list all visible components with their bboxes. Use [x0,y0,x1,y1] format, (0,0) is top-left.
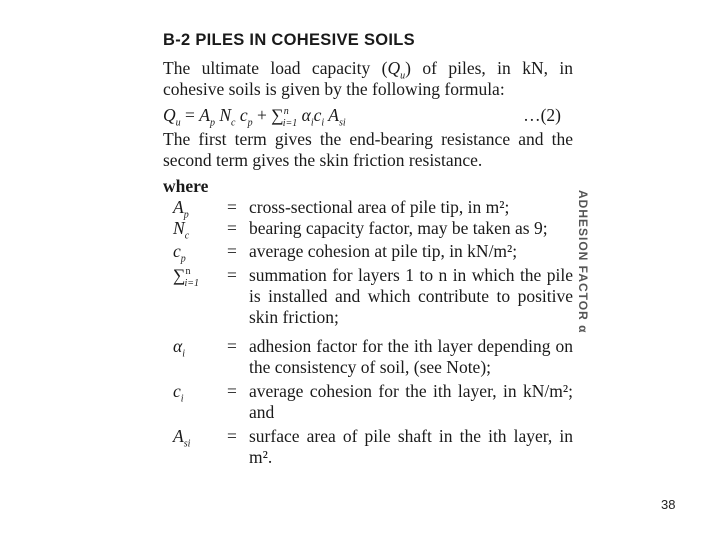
definition-row [163,381,573,423]
definitions-list [163,197,573,468]
definition-equals: = [227,265,237,285]
definition-symbol: $c_p$ [173,241,186,265]
definition-equals: = [227,197,237,217]
intro-symbol-sub: u [400,70,406,82]
page-number: 38 [661,497,676,512]
definition-equals: = [227,381,237,401]
section-heading: B-2 PILES IN COHESIVE SOILS [163,31,415,49]
definition-row [163,197,573,221]
definition-text: surface area of pile shaft in the ith layer, in m². [249,426,573,467]
intro-paragraph [163,58,573,100]
definition-symbol: $A_{si}$ [173,426,191,450]
intro-symbol: Q [387,58,401,78]
definition-equals: = [227,336,237,356]
definition-symbol: $\alpha_i$ [173,336,185,360]
intro-text-before: The ultimate load capacity ( [163,58,388,78]
definition-row [163,218,573,242]
definition-text: average cohesion for the ith layer, in kN/m²; and [249,381,573,422]
definition-symbol: ∑$^n_{i=1}$ [173,265,200,289]
formula [163,103,573,129]
definition-equals: = [227,218,237,238]
definition-symbol: $N_c$ [173,218,190,242]
document-page [163,28,573,468]
definition-text: average cohesion at pile tip, in kN/m²; [249,241,518,261]
definition-symbol: $c_i$ [173,381,184,405]
explanation-paragraph: The first term gives the end-bearing resistance and the second term gives the skin friction resistance. [163,129,573,170]
definition-row [163,241,573,265]
where-label: where [163,176,209,196]
clipped-side-heading: ADHESION FACTOR α [576,190,590,334]
definition-row [163,336,573,378]
definition-text: cross-sectional area of pile tip, in m²; [249,197,510,217]
definition-equals: = [227,426,237,446]
definition-row [163,426,573,468]
definition-text: bearing capacity factor, may be taken as 9; [249,218,548,238]
definition-row [163,265,573,328]
definition-symbol: $A_p$ [173,197,189,221]
definition-equals: = [227,241,237,261]
definition-text: adhesion factor for the ith layer depending on the consistency of soil, (see Note); [249,336,573,377]
formula-expression: $Q_u = A_p$ $N_c$ $c_p + \sum^n_{i=1}$ $\alpha_ic_i$ $A_{si}$ [163,105,346,129]
equation-number: …(2) [523,105,561,125]
definition-text: summation for layers 1 to n in which the pile is installed and which contribute to positive skin friction; [249,265,573,327]
intro-text-after: ) of piles, in kN, in cohesive soils is given by the following formula: [163,58,573,99]
